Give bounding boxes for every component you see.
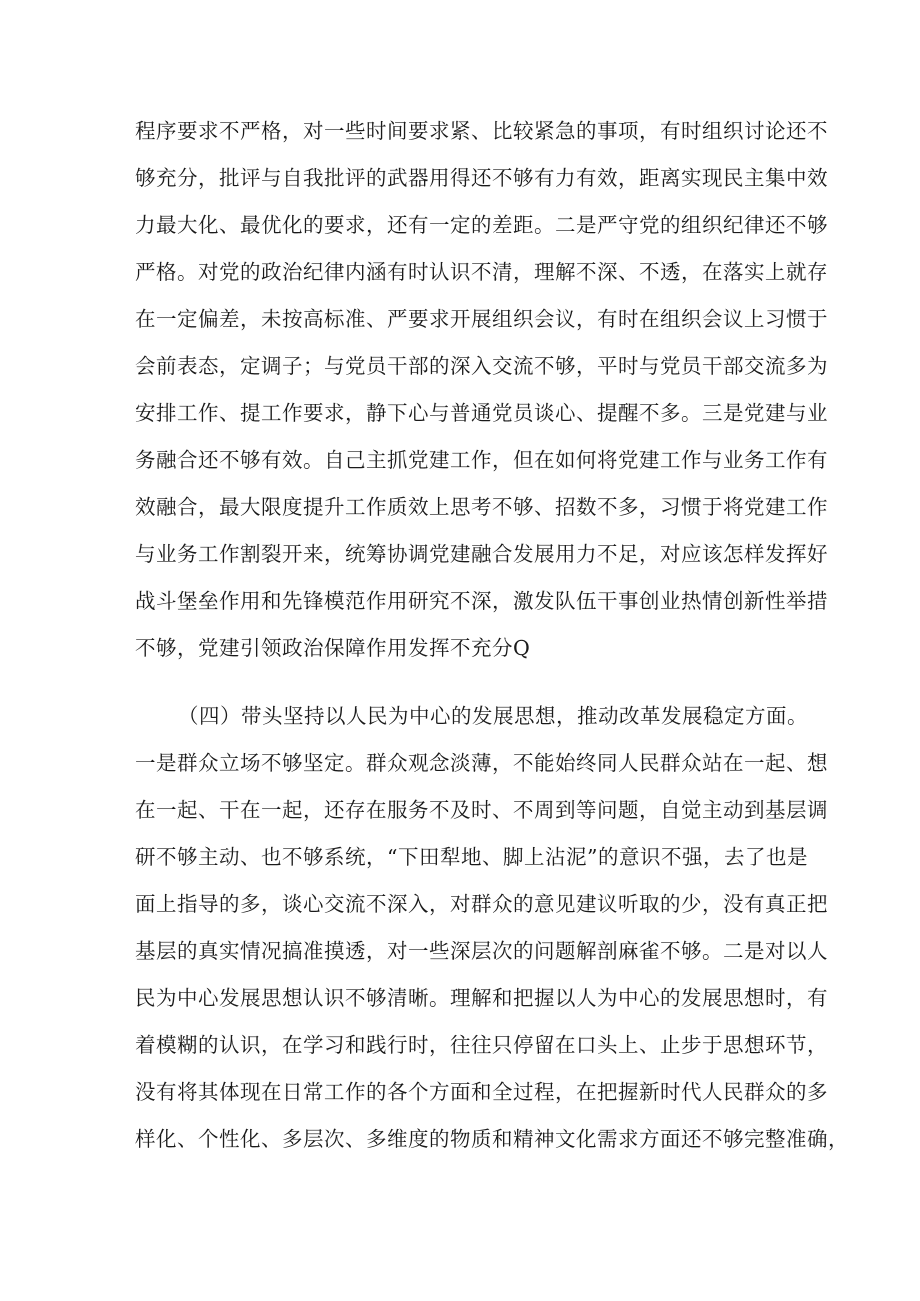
text-line: 研不够主动、也不够系统，“下田犁地、脚上沾泥”的意识不强，去了也是 [135, 845, 808, 869]
text-line: 在一起、干在一起，还存在服务不及时、不周到等问题，自觉主动到基层调 [135, 798, 828, 822]
text-line: 基层的真实情况搞准摸透，对一些深层次的问题解剖麻雀不够。二是对以人 [135, 939, 828, 963]
text-line: 战斗堡垒作用和先锋模范作用研究不深，激发队伍干事创业热情创新性举措 [135, 589, 828, 613]
text-line: 严格。对党的政治纪律内涵有时认识不清，理解不深、不透，在落实上就存 [135, 260, 828, 284]
text-line: 民为中心发展思想认识不够清晰。理解和把握以人为中心的发展思想时，有 [135, 986, 828, 1010]
text-line: 面上指导的多，谈心交流不深入，对群众的意见建议听取的少，没有真正把 [135, 892, 828, 916]
text-line: 与业务工作割裂开来，统筹协调党建融合发展用力不足，对应该怎样发挥好 [135, 542, 828, 566]
section-heading-line: （四）带头坚持以人民为中心的发展思想，推动改革发展稳定方面。 [178, 704, 808, 728]
text-line: 着模糊的认识，在学习和践行时，往往只停留在口头上、止步于思想环节， [135, 1033, 828, 1057]
text-line: 在一定偏差，未按高标准、严要求开展组织会议，有时在组织会议上习惯于 [135, 307, 828, 331]
text-line: 安排工作、提工作要求，静下心与普通党员谈心、提醒不多。三是党建与业 [135, 401, 828, 425]
text-line: 样化、个性化、多层次、多维度的物质和精神文化需求方面还不够完整准确， [135, 1127, 849, 1151]
text-line: 够充分，批评与自我批评的武器用得还不够有力有效，距离实现民主集中效 [135, 166, 828, 190]
text-line: 程序要求不严格，对一些时间要求紧、比较紧急的事项，有时组织讨论还不 [135, 119, 828, 143]
text-line: 力最大化、最优化的要求，还有一定的差距。二是严守党的组织纪律还不够 [135, 213, 828, 237]
text-line: 没有将其体现在日常工作的各个方面和全过程，在把握新时代人民群众的多 [135, 1080, 828, 1104]
text-line: 不够，党建引领政治保障作用发挥不充分Q [135, 636, 531, 660]
text-line: 务融合还不够有效。自己主抓党建工作，但在如何将党建工作与业务工作有 [135, 448, 828, 472]
text-line: 效融合，最大限度提升工作质效上思考不够、招数不多，习惯于将党建工作 [135, 495, 828, 519]
text-line: 会前表态，定调子；与党员干部的深入交流不够，平时与党员干部交流多为 [135, 354, 828, 378]
text-line: 一是群众立场不够坚定。群众观念淡薄，不能始终同人民群众站在一起、想 [135, 751, 828, 775]
